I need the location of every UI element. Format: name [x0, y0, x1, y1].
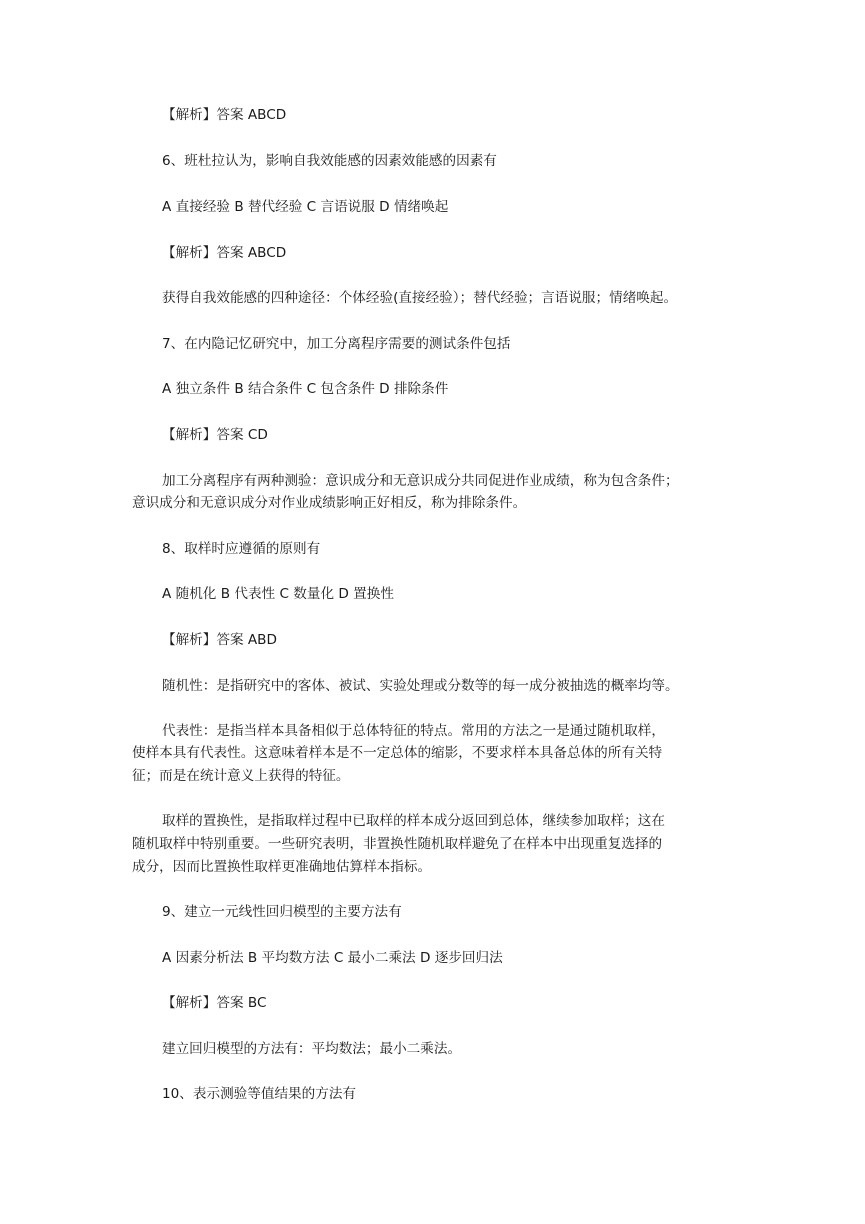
answer-line-6: 【解析】答案 ABCD	[162, 245, 287, 261]
answer-line-9: 【解析】答案 BC	[162, 995, 267, 1011]
question-7: 7、在内隐记忆研究中，加工分离程序需要的测试条件包括	[162, 336, 511, 352]
explanation-8-replacement-line-2: 随机取样中特别重要。一些研究表明，非置换性随机取样避免了在样本中出现重复选择的	[132, 836, 663, 852]
explanation-8-representativeness-line-1: 代表性：是指当样本具备相似于总体特征的特点。常用的方法之一是通过随机取样，	[162, 723, 665, 739]
explanation-9: 建立回归模型的方法有：平均数法；最小二乘法。	[162, 1041, 462, 1057]
question-8-options: A 随机化 B 代表性 C 数量化 D 置换性	[162, 586, 394, 602]
question-7-options: A 独立条件 B 结合条件 C 包含条件 D 排除条件	[162, 381, 449, 397]
question-8: 8、取样时应遵循的原则有	[162, 541, 321, 557]
question-6: 6、班杜拉认为，影响自我效能感的因素效能感的因素有	[162, 153, 497, 169]
explanation-8-replacement-line-3: 成分，因而比置换性取样更准确地估算样本指标。	[132, 859, 432, 875]
answer-line-5: 【解析】答案 ABCD	[162, 107, 287, 123]
question-6-options: A 直接经验 B 替代经验 C 言语说服 D 情绪唤起	[162, 199, 449, 215]
question-9-options: A 因素分析法 B 平均数方法 C 最小二乘法 D 逐步回归法	[162, 950, 503, 966]
answer-line-7: 【解析】答案 CD	[162, 427, 268, 443]
question-10: 10、表示测验等值结果的方法有	[162, 1086, 357, 1102]
answer-line-8: 【解析】答案 ABD	[162, 632, 277, 648]
question-9: 9、建立一元线性回归模型的主要方法有	[162, 904, 402, 920]
explanation-7-line-1: 加工分离程序有两种测验：意识成分和无意识成分共同促进作业成绩，称为包含条件；	[162, 473, 679, 489]
explanation-6: 获得自我效能感的四种途径：个体经验(直接经验）；替代经验；言语说服；情绪唤起。	[162, 290, 678, 306]
explanation-8-randomness: 随机性：是指研究中的客体、被试、实验处理或分数等的每一成分被抽选的概率均等。	[162, 678, 679, 694]
explanation-8-replacement-line-1: 取样的置换性，是指取样过程中已取样的样本成分返回到总体，继续参加取样；这在	[162, 813, 665, 829]
explanation-7-line-2: 意识成分和无意识成分对作业成绩影响正好相反，称为排除条件。	[132, 495, 527, 511]
explanation-8-representativeness-line-2: 使样本具有代表性。这意味着样本是不一定总体的缩影，不要求样本具备总体的所有关特	[132, 745, 663, 761]
explanation-8-representativeness-line-3: 征；而是在统计意义上获得的特征。	[132, 768, 350, 784]
